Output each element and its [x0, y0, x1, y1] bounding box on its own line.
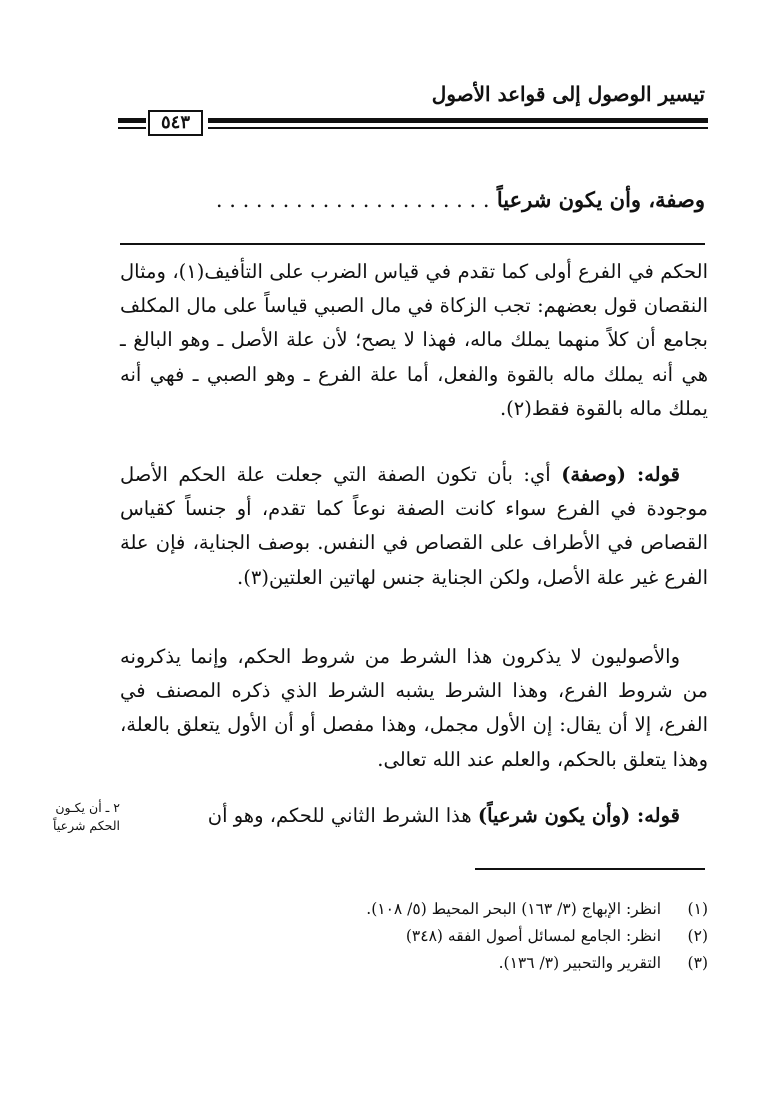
paragraph-3: [120, 640, 708, 777]
paragraph-1-text: الحكم في الفرع أولى كما تقدم في قياس الضرب على التأفيف(١)، ومثال النقصان قول بعضهم: تجب الزكاة في مال الصبي قياساً على مال المكلف بجامع أن كلاً منهما يملك ماله، فهذا لا يصح؛ لأن علة الأصل ـ وهو البالغ ـ هي أنه يملك ماله بالقوة والفعل، أما علة الفرع ـ وهو الصبي ـ فهي أنه يملك ماله بالقوة فقط(٢).: [120, 260, 708, 420]
footnote-2-number: (٢): [687, 927, 708, 945]
footnote-separator: [475, 868, 705, 870]
header-rule-left-top: [118, 118, 146, 123]
footnote-1: [108, 896, 708, 923]
paragraph-4-label: قوله: (وأن يكون شرعياً): [477, 804, 680, 827]
footnote-3: [108, 950, 708, 977]
paragraph-1: [120, 255, 708, 426]
footnote-1-text: انظر: الإبهاج (٣/ ١٦٣) البحر المحيط (٥/ ١٠٨).: [366, 900, 662, 918]
footnote-1-number: (١): [687, 900, 708, 918]
paragraph-2: [120, 458, 708, 595]
section-heading: [120, 187, 705, 212]
running-title: تيسير الوصول إلى قواعد الأصول: [431, 82, 705, 106]
header-rule-bottom: [208, 127, 708, 129]
footnotes: [108, 896, 708, 977]
heading-dots: . . . . . . . . . . . . . . . . . . . . .: [215, 188, 490, 212]
header-rule-left-bottom: [118, 127, 146, 129]
paragraph-2-label: قوله: (وصفة): [561, 463, 681, 486]
footnote-3-number: (٣): [687, 954, 708, 972]
paragraph-4: [120, 799, 708, 833]
paragraph-3-text: والأصوليون لا يذكرون هذا الشرط من شروط الحكم، وإنما يذكرونه من شروط الفرع، وهذا الشرط يشبه الشرط الذي ذكره المصنف في الفرع، إلا أن يقال: إن الأول مجمل، وهذا مفصل أو أن الأول يتعلق بالعلة، وهذا يتعلق بالحكم، والعلم عند الله تعالى.: [120, 645, 708, 771]
heading-text: وصفة، وأن يكون شرعياً: [496, 187, 705, 212]
heading-underline: [120, 243, 705, 245]
footnote-2: [108, 923, 708, 950]
paragraph-4-text: هذا الشرط الثاني للحكم، وهو أن: [207, 804, 472, 827]
footnote-3-text: التقرير والتحبير (٣/ ١٣٦).: [498, 954, 662, 972]
margin-note: ٢ ـ أن يكـون الحكم شرعياً: [53, 800, 120, 833]
footnote-2-text: انظر: الجامع لمسائل أصول الفقه (٣٤٨): [405, 927, 662, 945]
paragraph-2-text: أي: بأن تكون الصفة التي جعلت علة الحكم الأصل موجودة في الفرع سواء كانت الصفة نوعاً كما تقدم، أو جنساً كقياس القصاص في الأطراف على القصاص في النفس. بوصف الجناية، فإن علة الفرع غير علة الأصل، ولكن الجناية جنس لهاتين العلتين(٣).: [120, 463, 708, 589]
page-number: ٥٤٣: [148, 110, 203, 136]
header-rule-top: [208, 118, 708, 123]
